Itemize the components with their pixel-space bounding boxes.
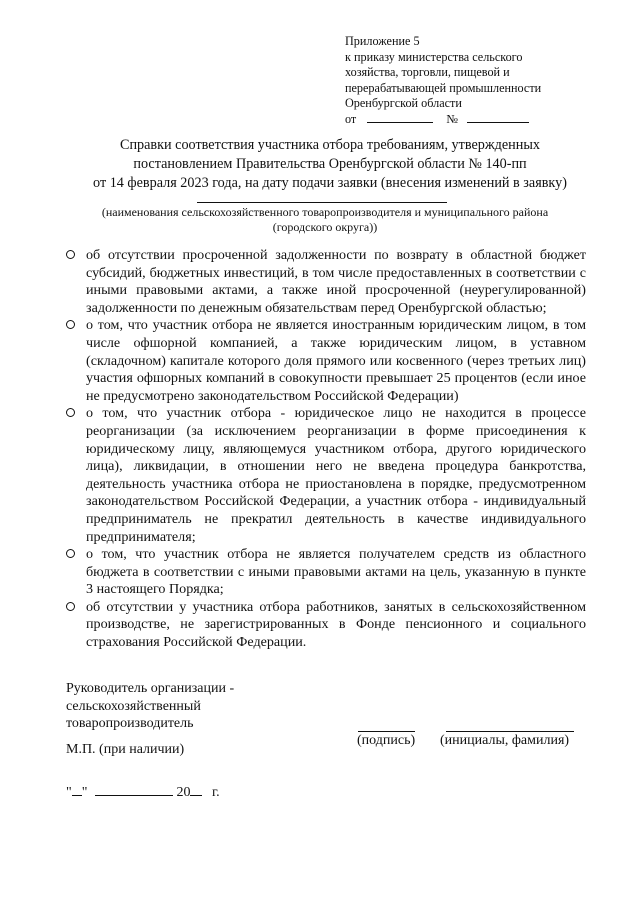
appendix-header (345, 34, 595, 128)
from-label: от (345, 111, 357, 126)
producer-name-caption: (наименования сельскохозяйственного товаропроизводителя и муниципального района (городского округа)) (101, 205, 549, 234)
order-date-number-line (345, 112, 595, 128)
year-prefix: 20 (176, 785, 191, 800)
list-item (66, 247, 586, 317)
date-line (66, 783, 220, 801)
list-item (66, 546, 586, 599)
appendix-line: Оренбургской области (345, 96, 462, 111)
day-blank (72, 783, 82, 796)
requirements-list (66, 247, 586, 652)
circle-bullet-icon (66, 250, 75, 259)
list-item (66, 599, 586, 652)
list-item (66, 405, 586, 546)
signatory-role (66, 680, 266, 733)
order-number-blank (467, 112, 529, 123)
producer-name-line (197, 202, 447, 203)
title-line: от 14 февраля 2023 года, на дату подачи заявки (внесения изменений в заявку) (93, 175, 567, 191)
date-open-quote: " (66, 785, 72, 800)
stamp-label: М.П. (при наличии) (66, 742, 185, 757)
year-suffix: г. (211, 785, 220, 800)
list-item-text: об отсутствии просроченной задолженности по возврату в областной бюджет субсидий, бюджетных инвестиций, в том числе предоставленных в соответствии с иными правовыми актами, а также иной просроченной (неурегулированной) задолженности по денежным обязательствам перед Оренбургской областью; (86, 247, 586, 316)
initials-line (446, 731, 574, 732)
number-label: № (446, 111, 458, 126)
list-item-text: о том, что участник отбора не является получателем средств из областного бюджета в соответствии с иными правовыми актами на цель, указанную в пункте 3 настоящего Порядка; (86, 546, 586, 598)
order-date-blank (367, 112, 433, 123)
appendix-line: к приказу министерства сельского (345, 49, 523, 64)
initials-caption: (инициалы, фамилия) (440, 733, 570, 748)
appendix-line: хозяйства, торговли, пищевой и (345, 65, 510, 80)
appendix-line: перерабатывающей промышленности (345, 80, 542, 95)
circle-bullet-icon (66, 602, 75, 611)
signatory-role-line: товаропроизводитель (66, 716, 194, 732)
date-close-quote: " (81, 785, 88, 800)
list-item-text: о том, что участник отбора не является иностранным юридическим лицом, в том числе офшорной компанией, а также юридическим лицом, в уставном (складочном) капитале которого доля прямого или косвенного (через третьих лиц) участия офшорных компаний в совокупности превышает 25 процентов (если иное не предусмотрено законодательством Российской Федерации) (86, 317, 586, 404)
list-item-text: об отсутствии у участника отбора работников, занятых в сельскохозяйственном производстве, не зарегистрированных в Фонде пенсионного и социального страхования Российской Федерации. (86, 598, 586, 651)
list-item (66, 317, 586, 405)
circle-bullet-icon (66, 408, 75, 417)
document-title (60, 136, 600, 193)
appendix-line: Приложение 5 (345, 34, 420, 48)
title-line: Справки соответствия участника отбора требованиям, утвержденных (119, 137, 540, 153)
month-blank (95, 783, 173, 796)
signatory-role-line: Руководитель организации - (66, 681, 235, 696)
circle-bullet-icon (66, 549, 75, 558)
circle-bullet-icon (66, 320, 75, 329)
signature-caption: (подпись) (357, 733, 416, 748)
year-blank (190, 783, 202, 796)
title-line: постановлением Правительства Оренбургской области № 140-пп (133, 156, 527, 172)
signatory-role-line: сельскохозяйственный (66, 698, 201, 714)
signature-line (358, 731, 415, 732)
list-item-text: о том, что участник отбора - юридическое лицо не находится в процессе реорганизации (за исключением реорганизации в форме присоединения к юридическому лицу, являющемуся участником отбора, другого юридического лица), ликвидации, в отношении него не введена процедура банкротства, деятельность участника отбора не приостановлена в порядке, предусмотренном законодательством Российской Федерации, а участник отбора - индивидуальный предприниматель не прекратил деятельность в качестве индивидуального предпринимателя; (86, 405, 586, 545)
